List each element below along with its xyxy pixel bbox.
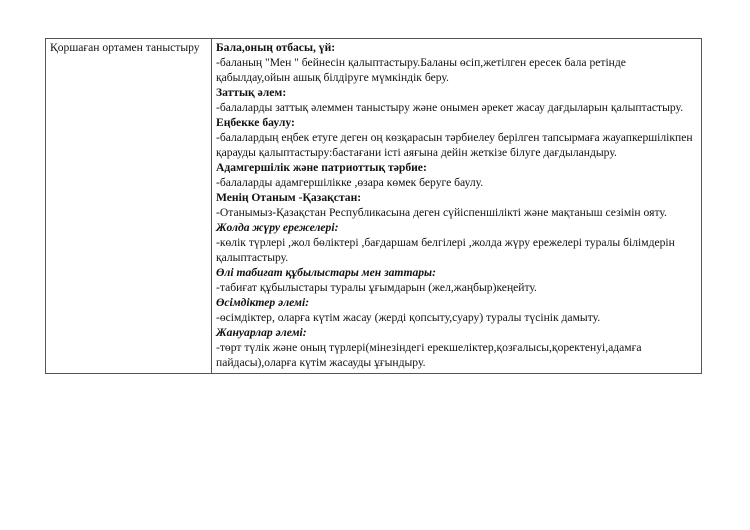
- section-family: [216, 40, 697, 85]
- section-title: Жолда жүру ережелері:: [216, 221, 339, 234]
- section-title: Өсімдіктер әлемі:: [216, 296, 310, 309]
- section-text: -баланың "Мен " бейнесін қалыптастыру.Баланы өсіп,жетілген ересек бала ретінде қабылдау,ойын ашық білдіруге мүмкіндік беру.: [216, 56, 626, 84]
- subject-label: Қоршаған ортамен таныстыру: [50, 41, 200, 54]
- section-title: Бала,оның отбасы, үй:: [216, 41, 336, 54]
- section-title: Жануарлар әлемі:: [216, 326, 307, 339]
- curriculum-table: [45, 38, 702, 374]
- section-animals: [216, 325, 697, 370]
- section-title: Менің Отаным -Қазақстан:: [216, 191, 362, 204]
- section-homeland: [216, 190, 697, 220]
- section-title: Өлі табиғат құбылыстары мен заттары:: [216, 266, 436, 279]
- section-text: -Отанымыз-Қазақстан Республикасына деген сүйіспеншілікті және мақтаныш сезімін ояту.: [216, 206, 667, 219]
- section-title: Адамгершілік және патриоттық тәрбие:: [216, 161, 427, 174]
- subject-cell: [46, 39, 212, 374]
- content-cell: [212, 39, 702, 374]
- section-inanimate-nature: [216, 265, 697, 295]
- section-moral: [216, 160, 697, 190]
- table-row: [46, 39, 702, 374]
- section-text: -балаларды заттық әлеммен таныстыру және онымен әрекет жасау дағдыларын қалыптастыру.: [216, 101, 684, 114]
- section-title: Еңбекке баулу:: [216, 116, 295, 129]
- section-labor: [216, 115, 697, 160]
- section-text: -балалардың еңбек етуге деген оң көзқарасын тәрбиелеу берілген тапсырмаға жауапкершілікпен қарауды қалыптастыру:бастағани істі аяғына дейін жеткізе білуге дағдыландыру.: [216, 131, 693, 159]
- section-text: -төрт түлік және оның түрлері(мінезіндегі ерекшеліктер,қозғалысы,қоректенуі,адамға пайдасы),оларға күтім жасауды ұғындыру.: [216, 341, 642, 369]
- section-road-rules: [216, 220, 697, 265]
- section-objects: [216, 85, 697, 115]
- section-text: -көлік түрлері ,жол бөліктері ,бағдаршам белгілері ,жолда жүру ережелері туралы білімдерін қалыптастыру.: [216, 236, 675, 264]
- section-plants: [216, 295, 697, 325]
- section-text: -өсімдіктер, оларға күтім жасау (жерді қопсыту,суару) туралы түсінік дамыту.: [216, 311, 601, 324]
- section-title: Заттық әлем:: [216, 86, 287, 99]
- section-text: -балаларды адамгершілікке ,өзара көмек беруге баулу.: [216, 176, 484, 189]
- section-text: -табиғат құбылыстары туралы ұғымдарын (жел,жаңбыр)кеңейту.: [216, 281, 537, 294]
